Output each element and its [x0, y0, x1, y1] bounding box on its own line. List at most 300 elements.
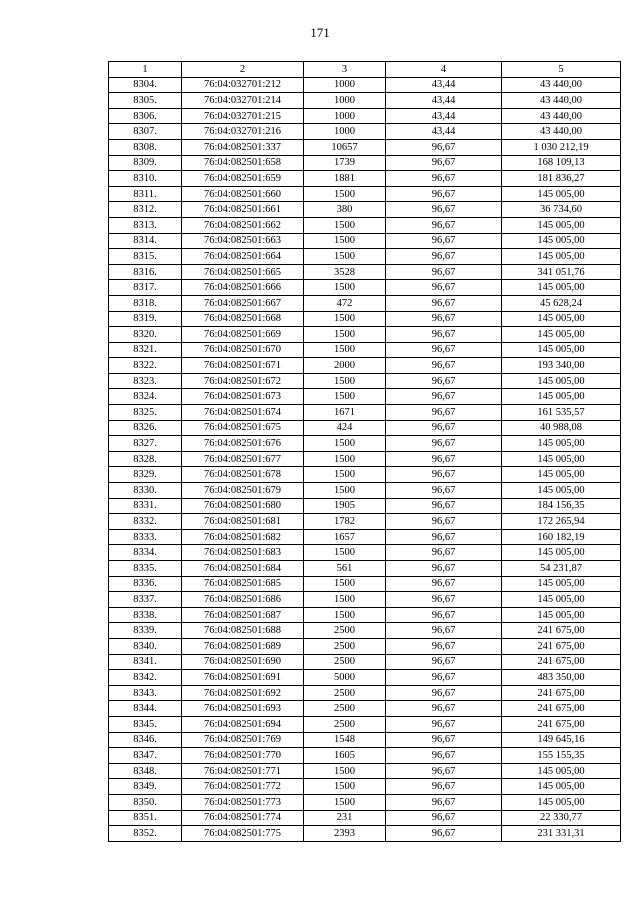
table-row	[109, 108, 621, 124]
area-cell: 561	[304, 561, 386, 577]
row-number-cell: 8313.	[109, 217, 182, 233]
value-cell: 1 030 212,19	[502, 139, 621, 155]
rate-cell: 96,67	[386, 592, 502, 608]
rate-cell: 96,67	[386, 654, 502, 670]
rate-cell: 96,67	[386, 139, 502, 155]
cadastral-number-cell: 76:04:082501:688	[182, 623, 304, 639]
area-cell: 472	[304, 295, 386, 311]
cadastral-number-cell: 76:04:082501:690	[182, 654, 304, 670]
area-cell: 1782	[304, 514, 386, 530]
cadastral-number-cell: 76:04:032701:216	[182, 124, 304, 140]
rate-cell: 43,44	[386, 108, 502, 124]
cadastral-number-cell: 76:04:082501:686	[182, 592, 304, 608]
row-number-cell: 8309.	[109, 155, 182, 171]
table-row	[109, 327, 621, 343]
column-header: 5	[502, 62, 621, 78]
cadastral-number-cell: 76:04:082501:667	[182, 295, 304, 311]
rate-cell: 96,67	[386, 217, 502, 233]
rate-cell: 96,67	[386, 171, 502, 187]
rate-cell: 96,67	[386, 280, 502, 296]
area-cell: 1500	[304, 607, 386, 623]
value-cell: 145 005,00	[502, 233, 621, 249]
rate-cell: 96,67	[386, 342, 502, 358]
value-cell: 145 005,00	[502, 249, 621, 265]
rate-cell: 96,67	[386, 701, 502, 717]
page-number: 171	[310, 25, 330, 40]
value-cell: 43 440,00	[502, 108, 621, 124]
table-row	[109, 233, 621, 249]
cadastral-number-cell: 76:04:082501:775	[182, 826, 304, 842]
value-cell: 145 005,00	[502, 217, 621, 233]
cadastral-number-cell: 76:04:082501:687	[182, 607, 304, 623]
rate-cell: 96,67	[386, 358, 502, 374]
table-row	[109, 810, 621, 826]
table-body	[109, 77, 621, 841]
rate-cell: 96,67	[386, 545, 502, 561]
cadastral-number-cell: 76:04:082501:660	[182, 186, 304, 202]
rate-cell: 96,67	[386, 264, 502, 280]
rate-cell: 96,67	[386, 420, 502, 436]
row-number-cell: 8328.	[109, 451, 182, 467]
table-row	[109, 311, 621, 327]
rate-cell: 96,67	[386, 748, 502, 764]
row-number-cell: 8331.	[109, 498, 182, 514]
row-number-cell: 8324.	[109, 389, 182, 405]
cadastral-number-cell: 76:04:082501:662	[182, 217, 304, 233]
area-cell: 1500	[304, 280, 386, 296]
table-row	[109, 171, 621, 187]
value-cell: 241 675,00	[502, 716, 621, 732]
row-number-cell: 8336.	[109, 576, 182, 592]
rate-cell: 96,67	[386, 327, 502, 343]
table-row	[109, 139, 621, 155]
row-number-cell: 8344.	[109, 701, 182, 717]
area-cell: 1605	[304, 748, 386, 764]
cadastral-number-cell: 76:04:082501:674	[182, 405, 304, 421]
cadastral-number-cell: 76:04:082501:671	[182, 358, 304, 374]
value-cell: 145 005,00	[502, 779, 621, 795]
value-cell: 145 005,00	[502, 545, 621, 561]
table-row	[109, 217, 621, 233]
value-cell: 145 005,00	[502, 483, 621, 499]
cadastral-number-cell: 76:04:082501:681	[182, 514, 304, 530]
row-number-cell: 8310.	[109, 171, 182, 187]
rate-cell: 96,67	[386, 405, 502, 421]
area-cell: 1500	[304, 327, 386, 343]
table-row	[109, 77, 621, 93]
area-cell: 1500	[304, 233, 386, 249]
cadastral-number-cell: 76:04:082501:682	[182, 529, 304, 545]
value-cell: 145 005,00	[502, 436, 621, 452]
row-number-cell: 8319.	[109, 311, 182, 327]
cadastral-number-cell: 76:04:082501:774	[182, 810, 304, 826]
cadastral-number-cell: 76:04:082501:685	[182, 576, 304, 592]
column-header: 4	[386, 62, 502, 78]
rate-cell: 96,67	[386, 826, 502, 842]
rate-cell: 96,67	[386, 607, 502, 623]
area-cell: 1500	[304, 186, 386, 202]
cadastral-number-cell: 76:04:082501:679	[182, 483, 304, 499]
rate-cell: 96,67	[386, 732, 502, 748]
area-cell: 2500	[304, 685, 386, 701]
row-number-cell: 8315.	[109, 249, 182, 265]
cadastral-number-cell: 76:04:082501:658	[182, 155, 304, 171]
table-row	[109, 405, 621, 421]
cadastral-number-cell: 76:04:082501:693	[182, 701, 304, 717]
value-cell: 43 440,00	[502, 77, 621, 93]
row-number-cell: 8322.	[109, 358, 182, 374]
area-cell: 1500	[304, 592, 386, 608]
row-number-cell: 8320.	[109, 327, 182, 343]
cadastral-number-cell: 76:04:082501:669	[182, 327, 304, 343]
table-row	[109, 654, 621, 670]
rate-cell: 96,67	[386, 716, 502, 732]
rate-cell: 96,67	[386, 389, 502, 405]
cadastral-number-cell: 76:04:082501:689	[182, 638, 304, 654]
area-cell: 1905	[304, 498, 386, 514]
area-cell: 1500	[304, 467, 386, 483]
row-number-cell: 8345.	[109, 716, 182, 732]
value-cell: 145 005,00	[502, 186, 621, 202]
area-cell: 1500	[304, 483, 386, 499]
value-cell: 193 340,00	[502, 358, 621, 374]
area-cell: 1881	[304, 171, 386, 187]
column-header: 1	[109, 62, 182, 78]
rate-cell: 96,67	[386, 451, 502, 467]
table-row	[109, 748, 621, 764]
value-cell: 155 155,35	[502, 748, 621, 764]
row-number-cell: 8307.	[109, 124, 182, 140]
area-cell: 1500	[304, 763, 386, 779]
area-cell: 1500	[304, 436, 386, 452]
row-number-cell: 8317.	[109, 280, 182, 296]
area-cell: 1000	[304, 108, 386, 124]
cadastral-number-cell: 76:04:082501:770	[182, 748, 304, 764]
cadastral-number-cell: 76:04:082501:773	[182, 794, 304, 810]
table-row	[109, 794, 621, 810]
rate-cell: 96,67	[386, 186, 502, 202]
table-row	[109, 763, 621, 779]
table-row	[109, 186, 621, 202]
land-plots-table	[108, 61, 621, 842]
value-cell: 145 005,00	[502, 592, 621, 608]
table-row	[109, 155, 621, 171]
area-cell: 2500	[304, 716, 386, 732]
value-cell: 172 265,94	[502, 514, 621, 530]
cadastral-number-cell: 76:04:082501:676	[182, 436, 304, 452]
cadastral-number-cell: 76:04:082501:772	[182, 779, 304, 795]
value-cell: 145 005,00	[502, 451, 621, 467]
area-cell: 1500	[304, 545, 386, 561]
table-row	[109, 779, 621, 795]
value-cell: 241 675,00	[502, 685, 621, 701]
area-cell: 1500	[304, 249, 386, 265]
area-cell: 1500	[304, 389, 386, 405]
value-cell: 40 988,08	[502, 420, 621, 436]
row-number-cell: 8348.	[109, 763, 182, 779]
area-cell: 424	[304, 420, 386, 436]
table-row	[109, 202, 621, 218]
rate-cell: 96,67	[386, 779, 502, 795]
cadastral-number-cell: 76:04:032701:215	[182, 108, 304, 124]
table-row	[109, 514, 621, 530]
row-number-cell: 8321.	[109, 342, 182, 358]
area-cell: 1000	[304, 77, 386, 93]
rate-cell: 96,67	[386, 233, 502, 249]
row-number-cell: 8326.	[109, 420, 182, 436]
rate-cell: 43,44	[386, 124, 502, 140]
table-row	[109, 826, 621, 842]
area-cell: 2500	[304, 654, 386, 670]
cadastral-number-cell: 76:04:082501:675	[182, 420, 304, 436]
cadastral-number-cell: 76:04:082501:769	[182, 732, 304, 748]
area-cell: 1657	[304, 529, 386, 545]
rate-cell: 43,44	[386, 77, 502, 93]
value-cell: 43 440,00	[502, 124, 621, 140]
value-cell: 45 628,24	[502, 295, 621, 311]
row-number-cell: 8332.	[109, 514, 182, 530]
column-header: 2	[182, 62, 304, 78]
cadastral-number-cell: 76:04:082501:683	[182, 545, 304, 561]
value-cell: 145 005,00	[502, 794, 621, 810]
rate-cell: 96,67	[386, 295, 502, 311]
row-number-cell: 8311.	[109, 186, 182, 202]
area-cell: 1500	[304, 451, 386, 467]
row-number-cell: 8314.	[109, 233, 182, 249]
table-row	[109, 638, 621, 654]
value-cell: 145 005,00	[502, 467, 621, 483]
table-row	[109, 623, 621, 639]
table-row	[109, 280, 621, 296]
cadastral-number-cell: 76:04:082501:668	[182, 311, 304, 327]
rate-cell: 96,67	[386, 249, 502, 265]
cadastral-number-cell: 76:04:082501:670	[182, 342, 304, 358]
area-cell: 1500	[304, 342, 386, 358]
cadastral-number-cell: 76:04:082501:684	[182, 561, 304, 577]
row-number-cell: 8334.	[109, 545, 182, 561]
row-number-cell: 8304.	[109, 77, 182, 93]
area-cell: 1500	[304, 373, 386, 389]
cadastral-number-cell: 76:04:082501:666	[182, 280, 304, 296]
area-cell: 10657	[304, 139, 386, 155]
rate-cell: 96,67	[386, 623, 502, 639]
row-number-cell: 8305.	[109, 93, 182, 109]
area-cell: 1500	[304, 794, 386, 810]
row-number-cell: 8343.	[109, 685, 182, 701]
table-row	[109, 670, 621, 686]
value-cell: 160 182,19	[502, 529, 621, 545]
row-number-cell: 8349.	[109, 779, 182, 795]
row-number-cell: 8316.	[109, 264, 182, 280]
row-number-cell: 8330.	[109, 483, 182, 499]
cadastral-number-cell: 76:04:082501:672	[182, 373, 304, 389]
value-cell: 145 005,00	[502, 373, 621, 389]
cadastral-number-cell: 76:04:082501:677	[182, 451, 304, 467]
value-cell: 181 836,27	[502, 171, 621, 187]
value-cell: 483 350,00	[502, 670, 621, 686]
table-row	[109, 685, 621, 701]
area-cell: 380	[304, 202, 386, 218]
value-cell: 241 675,00	[502, 638, 621, 654]
row-number-cell: 8351.	[109, 810, 182, 826]
row-number-cell: 8308.	[109, 139, 182, 155]
cadastral-number-cell: 76:04:082501:673	[182, 389, 304, 405]
table-row	[109, 483, 621, 499]
rate-cell: 96,67	[386, 638, 502, 654]
rate-cell: 43,44	[386, 93, 502, 109]
table-row	[109, 389, 621, 405]
value-cell: 145 005,00	[502, 280, 621, 296]
table-row	[109, 607, 621, 623]
row-number-cell: 8338.	[109, 607, 182, 623]
cadastral-number-cell: 76:04:082501:661	[182, 202, 304, 218]
rate-cell: 96,67	[386, 202, 502, 218]
table-row	[109, 701, 621, 717]
area-cell: 2393	[304, 826, 386, 842]
cadastral-number-cell: 76:04:082501:680	[182, 498, 304, 514]
cadastral-number-cell: 76:04:082501:663	[182, 233, 304, 249]
row-number-cell: 8325.	[109, 405, 182, 421]
value-cell: 241 675,00	[502, 654, 621, 670]
value-cell: 43 440,00	[502, 93, 621, 109]
row-number-cell: 8342.	[109, 670, 182, 686]
rate-cell: 96,67	[386, 498, 502, 514]
table-row	[109, 249, 621, 265]
value-cell: 231 331,31	[502, 826, 621, 842]
table-header-row	[109, 62, 621, 78]
row-number-cell: 8306.	[109, 108, 182, 124]
value-cell: 145 005,00	[502, 763, 621, 779]
row-number-cell: 8347.	[109, 748, 182, 764]
cadastral-number-cell: 76:04:082501:337	[182, 139, 304, 155]
cadastral-number-cell: 76:04:082501:771	[182, 763, 304, 779]
value-cell: 145 005,00	[502, 576, 621, 592]
row-number-cell: 8346.	[109, 732, 182, 748]
row-number-cell: 8335.	[109, 561, 182, 577]
area-cell: 231	[304, 810, 386, 826]
rate-cell: 96,67	[386, 436, 502, 452]
rate-cell: 96,67	[386, 467, 502, 483]
row-number-cell: 8327.	[109, 436, 182, 452]
table-row	[109, 436, 621, 452]
table-row	[109, 295, 621, 311]
rate-cell: 96,67	[386, 529, 502, 545]
table-row	[109, 732, 621, 748]
value-cell: 341 051,76	[502, 264, 621, 280]
value-cell: 241 675,00	[502, 701, 621, 717]
area-cell: 1000	[304, 124, 386, 140]
cadastral-number-cell: 76:04:082501:692	[182, 685, 304, 701]
row-number-cell: 8329.	[109, 467, 182, 483]
value-cell: 149 645,16	[502, 732, 621, 748]
rate-cell: 96,67	[386, 810, 502, 826]
row-number-cell: 8340.	[109, 638, 182, 654]
rate-cell: 96,67	[386, 311, 502, 327]
rate-cell: 96,67	[386, 561, 502, 577]
table-row	[109, 592, 621, 608]
cadastral-number-cell: 76:04:082501:691	[182, 670, 304, 686]
rate-cell: 96,67	[386, 794, 502, 810]
table-row	[109, 373, 621, 389]
value-cell: 241 675,00	[502, 623, 621, 639]
row-number-cell: 8323.	[109, 373, 182, 389]
table-row	[109, 420, 621, 436]
cadastral-number-cell: 76:04:082501:678	[182, 467, 304, 483]
area-cell: 1671	[304, 405, 386, 421]
rate-cell: 96,67	[386, 576, 502, 592]
area-cell: 1500	[304, 576, 386, 592]
table-row	[109, 716, 621, 732]
area-cell: 2000	[304, 358, 386, 374]
table-row	[109, 467, 621, 483]
rate-cell: 96,67	[386, 483, 502, 499]
cadastral-number-cell: 76:04:082501:659	[182, 171, 304, 187]
value-cell: 54 231,87	[502, 561, 621, 577]
area-cell: 1000	[304, 93, 386, 109]
column-header: 3	[304, 62, 386, 78]
rate-cell: 96,67	[386, 155, 502, 171]
area-cell: 2500	[304, 623, 386, 639]
cadastral-number-cell: 76:04:032701:214	[182, 93, 304, 109]
table-row	[109, 451, 621, 467]
area-cell: 5000	[304, 670, 386, 686]
value-cell: 145 005,00	[502, 389, 621, 405]
row-number-cell: 8337.	[109, 592, 182, 608]
row-number-cell: 8352.	[109, 826, 182, 842]
table-row	[109, 93, 621, 109]
area-cell: 1500	[304, 779, 386, 795]
table-row	[109, 264, 621, 280]
area-cell: 1739	[304, 155, 386, 171]
row-number-cell: 8333.	[109, 529, 182, 545]
row-number-cell: 8312.	[109, 202, 182, 218]
row-number-cell: 8341.	[109, 654, 182, 670]
value-cell: 168 109,13	[502, 155, 621, 171]
table-row	[109, 545, 621, 561]
value-cell: 184 156,35	[502, 498, 621, 514]
value-cell: 36 734,60	[502, 202, 621, 218]
table-row	[109, 561, 621, 577]
rate-cell: 96,67	[386, 685, 502, 701]
value-cell: 145 005,00	[502, 327, 621, 343]
area-cell: 2500	[304, 701, 386, 717]
cadastral-number-cell: 76:04:082501:694	[182, 716, 304, 732]
table-row	[109, 498, 621, 514]
value-cell: 145 005,00	[502, 311, 621, 327]
cadastral-number-cell: 76:04:032701:212	[182, 77, 304, 93]
table-row	[109, 342, 621, 358]
table-row	[109, 358, 621, 374]
row-number-cell: 8350.	[109, 794, 182, 810]
table-row	[109, 124, 621, 140]
value-cell: 22 330,77	[502, 810, 621, 826]
cadastral-number-cell: 76:04:082501:664	[182, 249, 304, 265]
value-cell: 145 005,00	[502, 342, 621, 358]
value-cell: 161 535,57	[502, 405, 621, 421]
rate-cell: 96,67	[386, 514, 502, 530]
row-number-cell: 8339.	[109, 623, 182, 639]
area-cell: 1500	[304, 217, 386, 233]
table-row	[109, 576, 621, 592]
area-cell: 3528	[304, 264, 386, 280]
area-cell: 2500	[304, 638, 386, 654]
rate-cell: 96,67	[386, 763, 502, 779]
value-cell: 145 005,00	[502, 607, 621, 623]
area-cell: 1548	[304, 732, 386, 748]
area-cell: 1500	[304, 311, 386, 327]
row-number-cell: 8318.	[109, 295, 182, 311]
table-row	[109, 529, 621, 545]
